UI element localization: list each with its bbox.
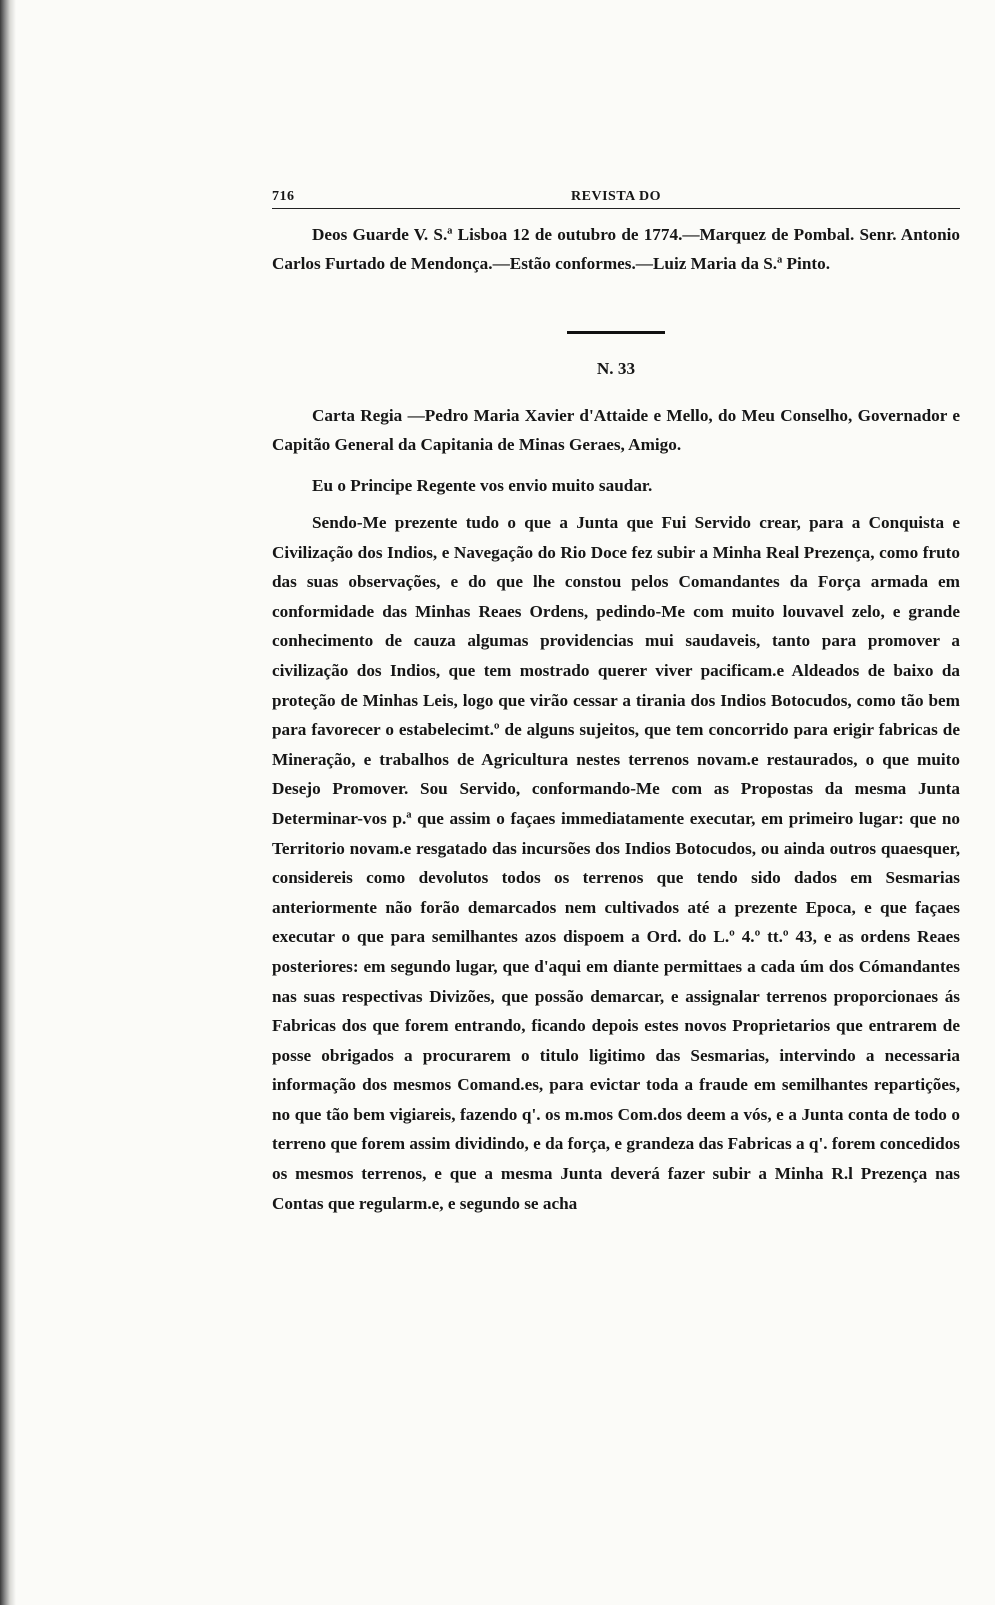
binding-edge: [0, 0, 16, 1605]
document-page: [272, 182, 960, 1218]
section-divider: [567, 331, 665, 334]
page-header: [272, 182, 960, 209]
running-title: REVISTA DO: [571, 189, 661, 204]
closing-paragraph: Deos Guarde V. S.ª Lisboa 12 de outubro de 1774.—Marquez de Pombal. Senr. Antonio Carlos Furtado de Mendonça.—Estão conformes.—Luiz Maria da S.ª Pinto.: [272, 225, 960, 273]
document-number: N. 33: [596, 359, 636, 378]
salutation: Eu o Principe Regente vos envio muito saudar.: [312, 476, 653, 495]
address-paragraph: Carta Regia —Pedro Maria Xavier d'Attaide e Mello, do Meu Conselho, Governador e Capitão General da Capitania de Minas Geraes, Amigo.: [272, 406, 960, 454]
body-paragraph: Sendo-Me prezente tudo o que a Junta que Fui Servido crear, para a Conquista e Civilização dos Indios, e Navegação do Rio Doce fez subir a Minha Real Prezença, como fruto das suas observações, e do que lhe constou pelos Comandantes da Força armada em conformidade das Minhas Reaes Ordens, pedindo-Me com muito louvavel zelo, e grande conhecimento de cauza algumas providencias mui saudaveis, tanto para promover a civilização dos Indios, que tem mostrado querer viver pacificam.e Aldeados de baixo da proteção de Minhas Leis, logo que virão cessar a tirania dos Indios Botocudos, como tão bem para favorecer o estabelecimt.º de alguns sujeitos, que tem concorrido para erigir fabricas de Mineração, e trabalhos de Agricultura nestes terrenos novam.e restaurados, o que muito Desejo Promover. Sou Servido, conformando-Me com as Propostas da mesma Junta Determinar-vos p.ª que assim o façaes immediatamente executar, em primeiro lugar: que no Territorio novam.e resgatado das incursões dos Indios Botocudos, ou ainda outros quaesquer, considereis como devolutos todos os terrenos que tendo sido dados em Sesmarias anteriormente não forão demarcados nem cultivados até a prezente Epoca, e que façaes executar o que para semilhantes azos dispoem a Ord. do L.º 4.º tt.º 43, e as ordens Reaes posteriores: em segundo lugar, que d'aqui em diante permittaes a cada úm dos Cómandantes nas suas respectivas Divizões, que possão demarcar, e assignalar terrenos proporcionaes ás Fabricas dos que forem entrando, ficando depois estes novos Proprietarios que entrarem de posse obrigados a procurarem o titulo ligitimo das Sesmarias, intervindo a necessaria informação dos mesmos Comand.es, para evictar toda a fraude em semilhantes repartições, no que tão bem vigiareis, fazendo q'. os m.mos Com.dos deem a vós, e a Junta conta de todo o terreno que forem assim dividindo, e da força, e grandeza das Fabricas a q'. forem concedidos os mesmos terrenos, e que a mesma Junta deverá fazer subir a Minha R.l Prezença nas Contas que regularm.e, e segundo se acha: [272, 513, 960, 1213]
page-number: 716: [272, 189, 295, 204]
